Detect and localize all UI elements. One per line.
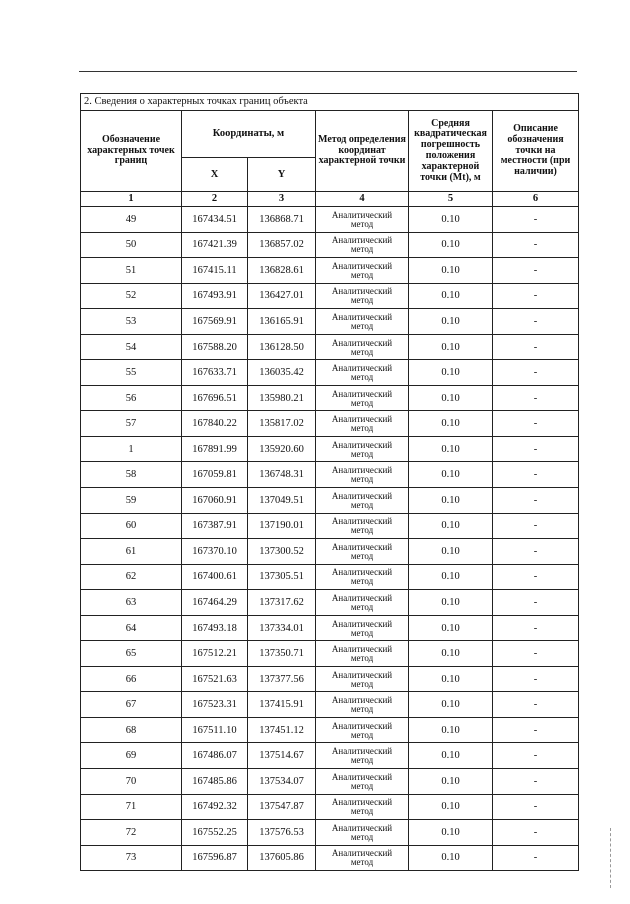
table-row (81, 564, 579, 590)
description: - (493, 258, 579, 284)
method (316, 385, 409, 411)
description: - (493, 794, 579, 820)
coordinate-x: 167492.32 (182, 794, 248, 820)
coordinate-x: 167521.63 (182, 666, 248, 692)
description: - (493, 717, 579, 743)
header-row (81, 111, 579, 158)
description: - (493, 283, 579, 309)
column-number: 6 (493, 192, 579, 207)
method (316, 590, 409, 616)
method-line-1: Аналитический (331, 746, 393, 757)
table-row (81, 666, 579, 692)
description: - (493, 334, 579, 360)
description: - (493, 232, 579, 258)
table-row (81, 820, 579, 846)
table-row (81, 539, 579, 565)
method-line-2: метод (350, 831, 374, 842)
method-line-1: Аналитический (331, 490, 393, 501)
method-line-1: Аналитический (331, 311, 393, 322)
coordinate-x: 167552.25 (182, 820, 248, 846)
point-id: 66 (81, 666, 182, 692)
point-id: 67 (81, 692, 182, 718)
method (316, 232, 409, 258)
coordinate-y: 135817.02 (248, 411, 316, 437)
coordinate-x: 167486.07 (182, 743, 248, 769)
method (316, 360, 409, 386)
method-line-2: метод (350, 653, 374, 664)
accuracy-mt: 0.10 (409, 385, 493, 411)
coordinate-y: 137350.71 (248, 641, 316, 667)
description: - (493, 411, 579, 437)
method-line-1: Аналитический (331, 618, 393, 629)
coordinate-y: 136868.71 (248, 207, 316, 233)
section-title: 2. Сведения о характерных точках границ объекта (81, 94, 579, 111)
method-line-2: метод (350, 525, 374, 536)
coordinate-x: 167588.20 (182, 334, 248, 360)
accuracy-mt: 0.10 (409, 743, 493, 769)
method-line-1: Аналитический (331, 644, 393, 655)
coordinate-y: 137514.67 (248, 743, 316, 769)
coordinate-y: 136857.02 (248, 232, 316, 258)
accuracy-mt: 0.10 (409, 334, 493, 360)
accuracy-mt: 0.10 (409, 845, 493, 871)
point-id: 52 (81, 283, 182, 309)
point-id: 64 (81, 615, 182, 641)
method-line-2: метод (350, 780, 374, 791)
method-line-1: Аналитический (331, 465, 393, 476)
method-line-1: Аналитический (331, 848, 393, 859)
method (316, 692, 409, 718)
accuracy-mt: 0.10 (409, 769, 493, 795)
point-id: 54 (81, 334, 182, 360)
description: - (493, 360, 579, 386)
table-row (81, 411, 579, 437)
description: - (493, 820, 579, 846)
method-line-2: метод (350, 576, 374, 587)
accuracy-mt: 0.10 (409, 258, 493, 284)
method (316, 436, 409, 462)
method-line-2: метод (350, 678, 374, 689)
accuracy-mt: 0.10 (409, 436, 493, 462)
method (316, 666, 409, 692)
point-id: 1 (81, 436, 182, 462)
method-line-2: метод (350, 372, 374, 383)
method (316, 845, 409, 871)
method-line-2: метод (350, 269, 374, 280)
method-line-2: метод (350, 550, 374, 561)
table-row (81, 488, 579, 514)
point-id: 50 (81, 232, 182, 258)
description: - (493, 692, 579, 718)
description: - (493, 462, 579, 488)
point-id: 56 (81, 385, 182, 411)
coordinate-x: 167387.91 (182, 513, 248, 539)
method-line-2: метод (350, 755, 374, 766)
coordinate-x: 167464.29 (182, 590, 248, 616)
coordinate-x: 167059.81 (182, 462, 248, 488)
method (316, 641, 409, 667)
method (316, 258, 409, 284)
accuracy-mt: 0.10 (409, 539, 493, 565)
point-id: 53 (81, 309, 182, 335)
coordinate-y: 136165.91 (248, 309, 316, 335)
method-line-1: Аналитический (331, 260, 393, 271)
table-row (81, 641, 579, 667)
coordinate-x: 167840.22 (182, 411, 248, 437)
table-row (81, 436, 579, 462)
table-row (81, 462, 579, 488)
method-line-1: Аналитический (331, 209, 393, 220)
column-number: 5 (409, 192, 493, 207)
method-line-1: Аналитический (331, 720, 393, 731)
coordinate-x: 167696.51 (182, 385, 248, 411)
accuracy-mt: 0.10 (409, 232, 493, 258)
method (316, 564, 409, 590)
point-id: 73 (81, 845, 182, 871)
coordinate-y: 137534.07 (248, 769, 316, 795)
accuracy-mt: 0.10 (409, 309, 493, 335)
section-title-row (81, 94, 579, 111)
method-line-2: метод (350, 499, 374, 510)
method-line-2: метод (350, 704, 374, 715)
coordinate-x: 167434.51 (182, 207, 248, 233)
coordinate-y: 137305.51 (248, 564, 316, 590)
coordinate-y: 137334.01 (248, 615, 316, 641)
header-x: X (182, 158, 248, 192)
point-id: 70 (81, 769, 182, 795)
accuracy-mt: 0.10 (409, 820, 493, 846)
accuracy-mt: 0.10 (409, 641, 493, 667)
method (316, 411, 409, 437)
table-row (81, 309, 579, 335)
coordinate-y: 136035.42 (248, 360, 316, 386)
method-line-1: Аналитический (331, 567, 393, 578)
coordinate-y: 137547.87 (248, 794, 316, 820)
method-line-2: метод (350, 423, 374, 434)
table-row (81, 590, 579, 616)
table-row (81, 743, 579, 769)
coordinate-x: 167596.87 (182, 845, 248, 871)
coordinate-y: 137451.12 (248, 717, 316, 743)
method (316, 513, 409, 539)
coordinate-y: 135980.21 (248, 385, 316, 411)
coordinate-x: 167511.10 (182, 717, 248, 743)
coordinate-x: 167493.18 (182, 615, 248, 641)
method-line-2: метод (350, 857, 374, 868)
point-id: 58 (81, 462, 182, 488)
method (316, 820, 409, 846)
coordinate-x: 167512.21 (182, 641, 248, 667)
method (316, 743, 409, 769)
accuracy-mt: 0.10 (409, 283, 493, 309)
coordinate-y: 137190.01 (248, 513, 316, 539)
description: - (493, 666, 579, 692)
description: - (493, 641, 579, 667)
boundary-points-table (80, 93, 579, 871)
method (316, 462, 409, 488)
method-line-2: метод (350, 448, 374, 459)
margin-mark (610, 828, 612, 888)
method-line-1: Аналитический (331, 592, 393, 603)
point-id: 51 (81, 258, 182, 284)
method (316, 794, 409, 820)
method-line-1: Аналитический (331, 669, 393, 680)
method-line-2: метод (350, 601, 374, 612)
method-line-2: метод (350, 397, 374, 408)
point-id: 60 (81, 513, 182, 539)
coordinate-y: 136427.01 (248, 283, 316, 309)
accuracy-mt: 0.10 (409, 360, 493, 386)
column-number: 3 (248, 192, 316, 207)
method-line-1: Аналитический (331, 439, 393, 450)
table-row (81, 360, 579, 386)
table-row (81, 513, 579, 539)
method-line-1: Аналитический (331, 414, 393, 425)
table-row (81, 385, 579, 411)
coordinate-x: 167633.71 (182, 360, 248, 386)
point-id: 68 (81, 717, 182, 743)
accuracy-mt: 0.10 (409, 488, 493, 514)
coordinate-y: 136128.50 (248, 334, 316, 360)
method-line-2: метод (350, 474, 374, 485)
header-coordinates: Координаты, м (182, 111, 316, 158)
coordinate-y: 137377.56 (248, 666, 316, 692)
method-line-2: метод (350, 320, 374, 331)
top-rule (79, 71, 577, 72)
method-line-2: метод (350, 729, 374, 740)
point-id: 62 (81, 564, 182, 590)
coordinate-x: 167370.10 (182, 539, 248, 565)
method (316, 769, 409, 795)
method-line-1: Аналитический (331, 541, 393, 552)
header-y: Y (248, 158, 316, 192)
coordinate-y: 137049.51 (248, 488, 316, 514)
method (316, 615, 409, 641)
table-row (81, 845, 579, 871)
coordinate-y: 137605.86 (248, 845, 316, 871)
coordinate-x: 167493.91 (182, 283, 248, 309)
coordinate-x: 167485.86 (182, 769, 248, 795)
coordinate-y: 137317.62 (248, 590, 316, 616)
point-id: 49 (81, 207, 182, 233)
method (316, 207, 409, 233)
table-row (81, 769, 579, 795)
coordinate-y: 137576.53 (248, 820, 316, 846)
accuracy-mt: 0.10 (409, 615, 493, 641)
table-row (81, 207, 579, 233)
coordinate-y: 135920.60 (248, 436, 316, 462)
description: - (493, 615, 579, 641)
method-line-1: Аналитический (331, 516, 393, 527)
method-line-2: метод (350, 218, 374, 229)
header-accuracy: Средняя квадратическая погрешность положения характерной точки (Mt), м (409, 111, 493, 192)
point-id: 69 (81, 743, 182, 769)
method-line-2: метод (350, 244, 374, 255)
boundary-points-section (80, 93, 578, 871)
description: - (493, 769, 579, 795)
table-row (81, 232, 579, 258)
column-numbers-row (81, 192, 579, 207)
accuracy-mt: 0.10 (409, 207, 493, 233)
method (316, 283, 409, 309)
accuracy-mt: 0.10 (409, 794, 493, 820)
method (316, 309, 409, 335)
table-row (81, 717, 579, 743)
coordinate-y: 136828.61 (248, 258, 316, 284)
method-line-1: Аналитический (331, 337, 393, 348)
method-line-1: Аналитический (331, 771, 393, 782)
description: - (493, 590, 579, 616)
method-line-2: метод (350, 346, 374, 357)
method-line-2: метод (350, 295, 374, 306)
accuracy-mt: 0.10 (409, 692, 493, 718)
accuracy-mt: 0.10 (409, 513, 493, 539)
point-id: 71 (81, 794, 182, 820)
method-line-1: Аналитический (331, 822, 393, 833)
method (316, 334, 409, 360)
table-row (81, 794, 579, 820)
method-line-1: Аналитический (331, 695, 393, 706)
table-row (81, 615, 579, 641)
method-line-1: Аналитический (331, 388, 393, 399)
point-id: 63 (81, 590, 182, 616)
description: - (493, 564, 579, 590)
method (316, 717, 409, 743)
coordinate-x: 167421.39 (182, 232, 248, 258)
description: - (493, 488, 579, 514)
header-description: Описание обозначения точки на местности (при наличии) (493, 111, 579, 192)
coordinate-x: 167400.61 (182, 564, 248, 590)
accuracy-mt: 0.10 (409, 590, 493, 616)
accuracy-mt: 0.10 (409, 666, 493, 692)
point-id: 59 (81, 488, 182, 514)
coordinate-y: 137415.91 (248, 692, 316, 718)
method-line-1: Аналитический (331, 235, 393, 246)
point-id: 61 (81, 539, 182, 565)
table-row (81, 334, 579, 360)
method-line-1: Аналитический (331, 286, 393, 297)
method-line-2: метод (350, 627, 374, 638)
point-id: 55 (81, 360, 182, 386)
point-id: 72 (81, 820, 182, 846)
header-method: Метод определения координат характерной точки (316, 111, 409, 192)
description: - (493, 207, 579, 233)
description: - (493, 539, 579, 565)
accuracy-mt: 0.10 (409, 462, 493, 488)
method-line-2: метод (350, 806, 374, 817)
coordinate-x: 167523.31 (182, 692, 248, 718)
method-line-1: Аналитический (331, 797, 393, 808)
column-number: 2 (182, 192, 248, 207)
table-row (81, 692, 579, 718)
column-number: 4 (316, 192, 409, 207)
header-designation: Обозначение характерных точек границ (81, 111, 182, 192)
description: - (493, 309, 579, 335)
description: - (493, 513, 579, 539)
accuracy-mt: 0.10 (409, 717, 493, 743)
method (316, 488, 409, 514)
coordinate-x: 167060.91 (182, 488, 248, 514)
method-line-1: Аналитический (331, 363, 393, 374)
description: - (493, 845, 579, 871)
column-number: 1 (81, 192, 182, 207)
description: - (493, 743, 579, 769)
table-row (81, 283, 579, 309)
description: - (493, 385, 579, 411)
coordinate-x: 167891.99 (182, 436, 248, 462)
description: - (493, 436, 579, 462)
point-id: 57 (81, 411, 182, 437)
accuracy-mt: 0.10 (409, 411, 493, 437)
coordinate-x: 167569.91 (182, 309, 248, 335)
method (316, 539, 409, 565)
table-row (81, 258, 579, 284)
point-id: 65 (81, 641, 182, 667)
accuracy-mt: 0.10 (409, 564, 493, 590)
coordinate-y: 137300.52 (248, 539, 316, 565)
coordinate-x: 167415.11 (182, 258, 248, 284)
coordinate-y: 136748.31 (248, 462, 316, 488)
